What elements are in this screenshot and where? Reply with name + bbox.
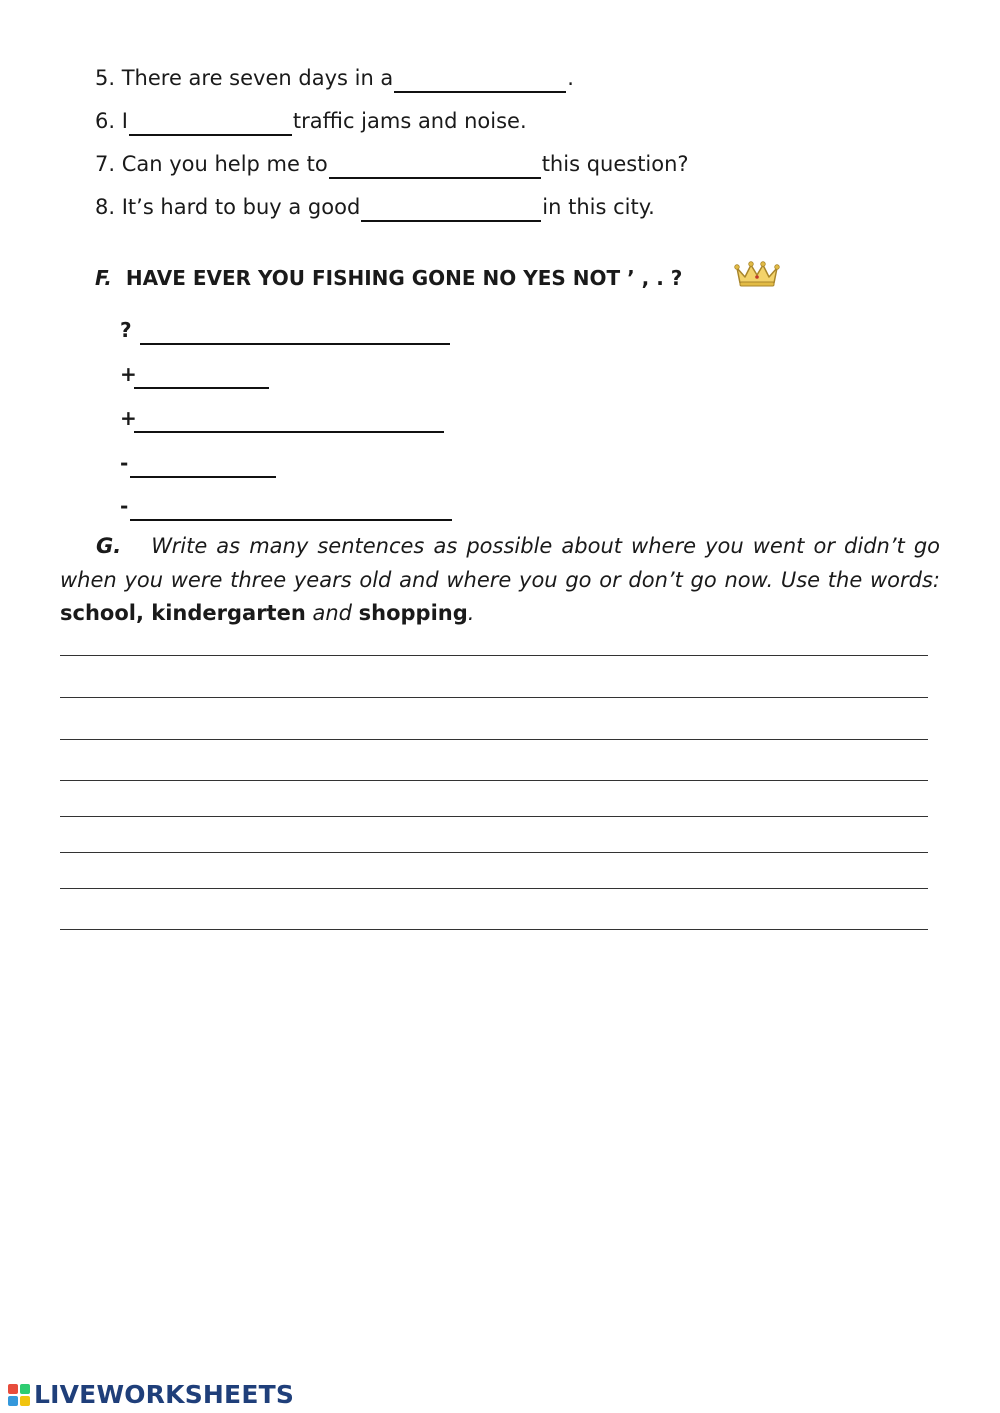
logo-blocks-icon xyxy=(8,1384,30,1406)
exercise-g-word1: school, kindergarten xyxy=(60,601,306,625)
crown-icon xyxy=(734,260,780,288)
plus-symbol: + xyxy=(120,362,137,386)
answer-8-input[interactable] xyxy=(361,198,541,222)
answer-f-4-input[interactable] xyxy=(130,456,276,478)
logo-block xyxy=(8,1396,18,1406)
answer-row-question xyxy=(120,318,450,345)
logo-block xyxy=(20,1396,30,1406)
answer-row-negative-1 xyxy=(120,451,276,478)
answer-7-input[interactable] xyxy=(329,155,541,179)
exercise-f-letter: F. xyxy=(95,266,112,290)
minus-symbol: - xyxy=(120,451,129,475)
plus-symbol: + xyxy=(120,406,137,430)
question-6 xyxy=(95,109,527,136)
question-symbol: ? xyxy=(120,318,132,342)
answer-f-3-input[interactable] xyxy=(134,411,444,433)
question-7-end: this question? xyxy=(541,152,689,176)
writing-line[interactable] xyxy=(60,852,928,853)
exercise-f-words: HAVE EVER YOU FISHING GONE NO YES NOT ’ , . ? xyxy=(125,266,683,290)
logo-block xyxy=(20,1384,30,1394)
question-8-end: in this city. xyxy=(542,195,655,219)
question-8 xyxy=(95,195,655,222)
writing-line[interactable] xyxy=(60,816,928,817)
exercise-g-letter: G. xyxy=(96,534,122,558)
question-6-end: traffic jams and noise. xyxy=(292,109,527,133)
writing-line[interactable] xyxy=(60,655,928,656)
liveworksheets-logo xyxy=(8,1380,294,1409)
question-6-text: 6. I xyxy=(95,109,128,133)
writing-line[interactable] xyxy=(60,929,928,930)
question-5 xyxy=(95,66,574,93)
logo-text: LIVEWORKSHEETS xyxy=(34,1380,295,1409)
exercise-f-heading xyxy=(95,266,682,290)
writing-line[interactable] xyxy=(60,780,928,781)
answer-row-positive-1 xyxy=(120,362,269,389)
answer-f-5-input[interactable] xyxy=(130,499,452,521)
writing-line[interactable] xyxy=(60,697,928,698)
exercise-g-end: . xyxy=(467,601,475,625)
writing-line[interactable] xyxy=(60,739,928,740)
exercise-g-text: Write as many sentences as possible about where you went or didn’t go when you were three years old and where you go or don’t go now. Use the words: xyxy=(60,534,940,592)
answer-f-1-input[interactable] xyxy=(140,323,450,345)
answer-6-input[interactable] xyxy=(129,112,292,136)
exercise-g-instructions xyxy=(60,530,940,631)
logo-block xyxy=(8,1384,18,1394)
answer-row-negative-2 xyxy=(120,494,452,521)
minus-symbol: - xyxy=(120,494,129,518)
answer-row-positive-2 xyxy=(120,406,444,433)
answer-5-input[interactable] xyxy=(394,69,566,93)
exercise-g-word2: shopping xyxy=(358,601,468,625)
question-5-text: 5. There are seven days in a xyxy=(95,66,394,90)
exercise-g-and: and xyxy=(305,601,359,625)
writing-line[interactable] xyxy=(60,888,928,889)
question-5-end: . xyxy=(567,66,574,90)
question-7-text: 7. Can you help me to xyxy=(95,152,328,176)
question-7 xyxy=(95,152,689,179)
answer-f-2-input[interactable] xyxy=(134,367,269,389)
question-8-text: 8. It’s hard to buy a good xyxy=(95,195,361,219)
